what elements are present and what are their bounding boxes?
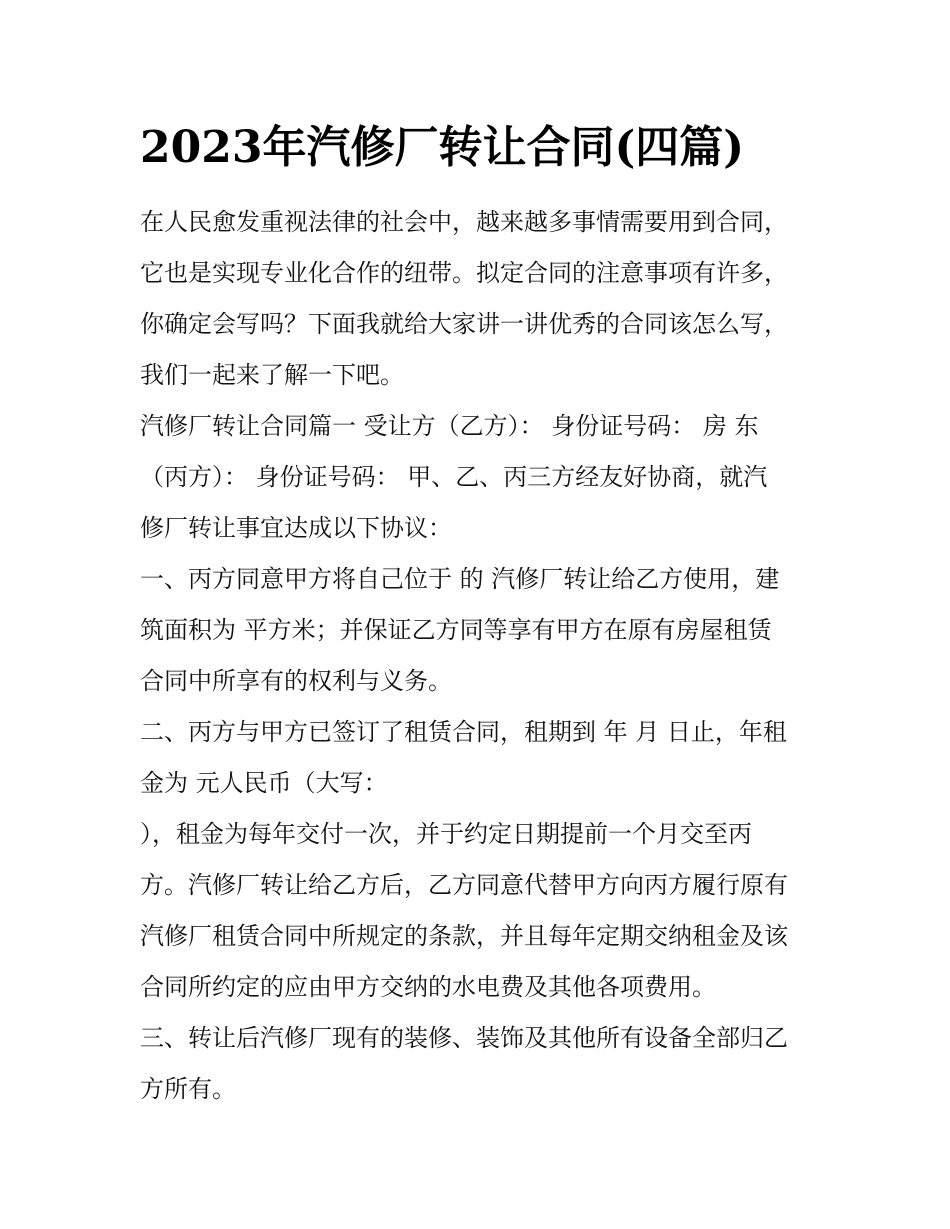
body-line: 汽修厂租赁合同中所规定的条款，并且每年定期交纳租金及该 [140, 922, 788, 950]
body-line: 一、丙方同意甲方将自己位于 的 汽修厂转让给乙方使用，建 [140, 565, 780, 593]
document-title: 2023年汽修厂转让合同(四篇) [140, 122, 745, 173]
body-line: 修厂转让事宜达成以下协议： [140, 514, 452, 542]
body-line: 合同中所享有的权利与义务。 [140, 667, 452, 695]
body-line: （丙方）： 身份证号码： 甲、乙、丙三方经友好协商，就汽 [140, 463, 768, 491]
body-line: 汽修厂转让合同篇一 受让方（乙方）： 身份证号码： 房 东 [140, 412, 759, 440]
body-line: ），租金为每年交付一次，并于约定日期提前一个月交至丙 [140, 820, 752, 848]
body-line: 在人民愈发重视法律的社会中，越来越多事情需要用到合同， [140, 208, 788, 236]
body-line: 方。汽修厂转让给乙方后，乙方同意代替甲方向丙方履行原有 [140, 871, 788, 899]
body-line: 我们一起来了解一下吧。 [140, 361, 404, 389]
document-body [140, 197, 820, 1115]
body-line: 三、转让后汽修厂现有的装修、装饰及其他所有设备全部归乙 [140, 1024, 788, 1052]
body-line: 金为 元人民币（大写： [140, 769, 388, 797]
body-line: 筑面积为 平方米；并保证乙方同等享有甲方在原有房屋租赁 [140, 616, 772, 644]
body-line: 它也是实现专业化合作的纽带。拟定合同的注意事项有许多， [140, 259, 788, 287]
body-line: 二、丙方与甲方已签订了租赁合同，租期到 年 月 日止，年租 [140, 718, 787, 746]
body-line: 合同所约定的应由甲方交纳的水电费及其他各项费用。 [140, 973, 716, 1001]
body-line: 你确定会写吗？下面我就给大家讲一讲优秀的合同该怎么写， [140, 310, 788, 338]
body-line: 方所有。 [140, 1075, 236, 1103]
